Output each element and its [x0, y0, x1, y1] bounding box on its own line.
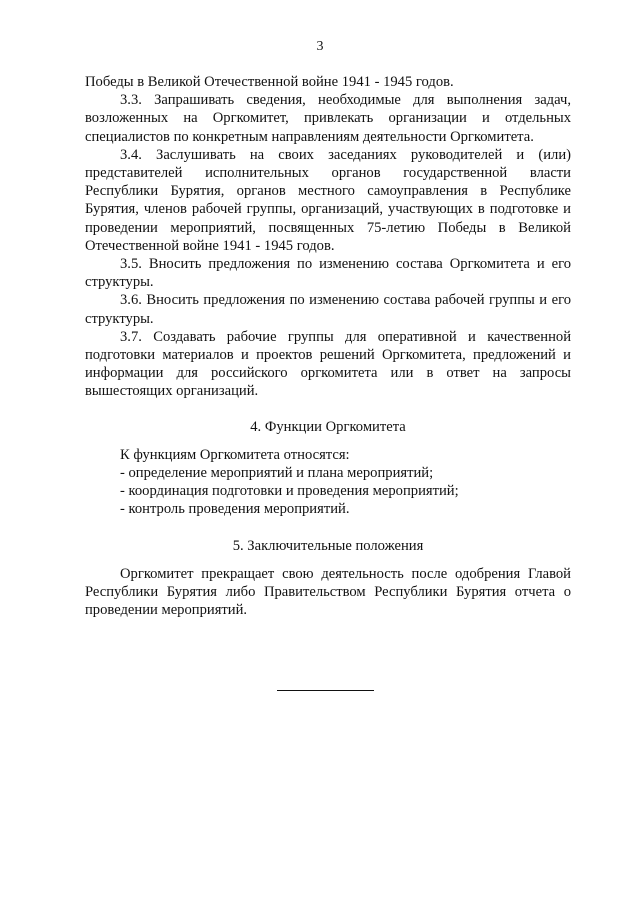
- section-4-list-item: - координация подготовки и проведения мероприятий;: [120, 483, 459, 500]
- section-5-text: Оргкомитет прекращает свою деятельность после одобрения Главой Республики Бурятия либо Правительством Республики Бурятия отчета о проведении мероприятий.: [85, 565, 571, 619]
- section-4-heading: 4. Функции Оргкомитета: [250, 418, 406, 435]
- page-number: 3: [316, 39, 324, 54]
- document-content: [85, 73, 571, 619]
- section-4-list-item: - контроль проведения мероприятий.: [120, 501, 350, 518]
- section-4-list-item: - определение мероприятий и плана мероприятий;: [120, 465, 434, 482]
- paragraph-3-3: 3.3. Запрашивать сведения, необходимые для выполнения задач, возложенных на Оргкомитет, привлекать организации и отдельных специалистов по конкретным направлениям деятельности Оргкомитета.: [85, 92, 571, 145]
- paragraph-continuation: Победы в Великой Отечественной войне 1941 - 1945 годов.: [85, 74, 454, 90]
- paragraph-3-6: 3.6. Вносить предложения по изменению состава рабочей группы и его структуры.: [85, 292, 571, 327]
- paragraph-3-5: 3.5. Вносить предложения по изменению состава Оргкомитета и его структуры.: [85, 256, 571, 291]
- section-5-heading: 5. Заключительные положения: [232, 537, 424, 554]
- paragraph-3-7: 3.7. Создавать рабочие группы для оперативной и качественной подготовки материалов и проектов решений Оргкомитета, предложений и информации для российского оргкомитета или в ответ на запросы вышестоящих организаций.: [85, 328, 571, 400]
- paragraph-3-4: 3.4. Заслушивать на своих заседаниях руководителей и (или) представителей исполнительных органов государственной власти Республики Бурятия, органов местного самоуправления в Республике Бурятия, членов рабочей группы, организаций, участвующих в подготовке и проведении мероприятий, посвященных 75-летию Победы в Великой Отечественной войне 1941 - 1945 годов.: [85, 146, 571, 254]
- end-divider-line: [277, 690, 374, 691]
- section-4-intro: К функциям Оргкомитета относятся:: [120, 446, 350, 463]
